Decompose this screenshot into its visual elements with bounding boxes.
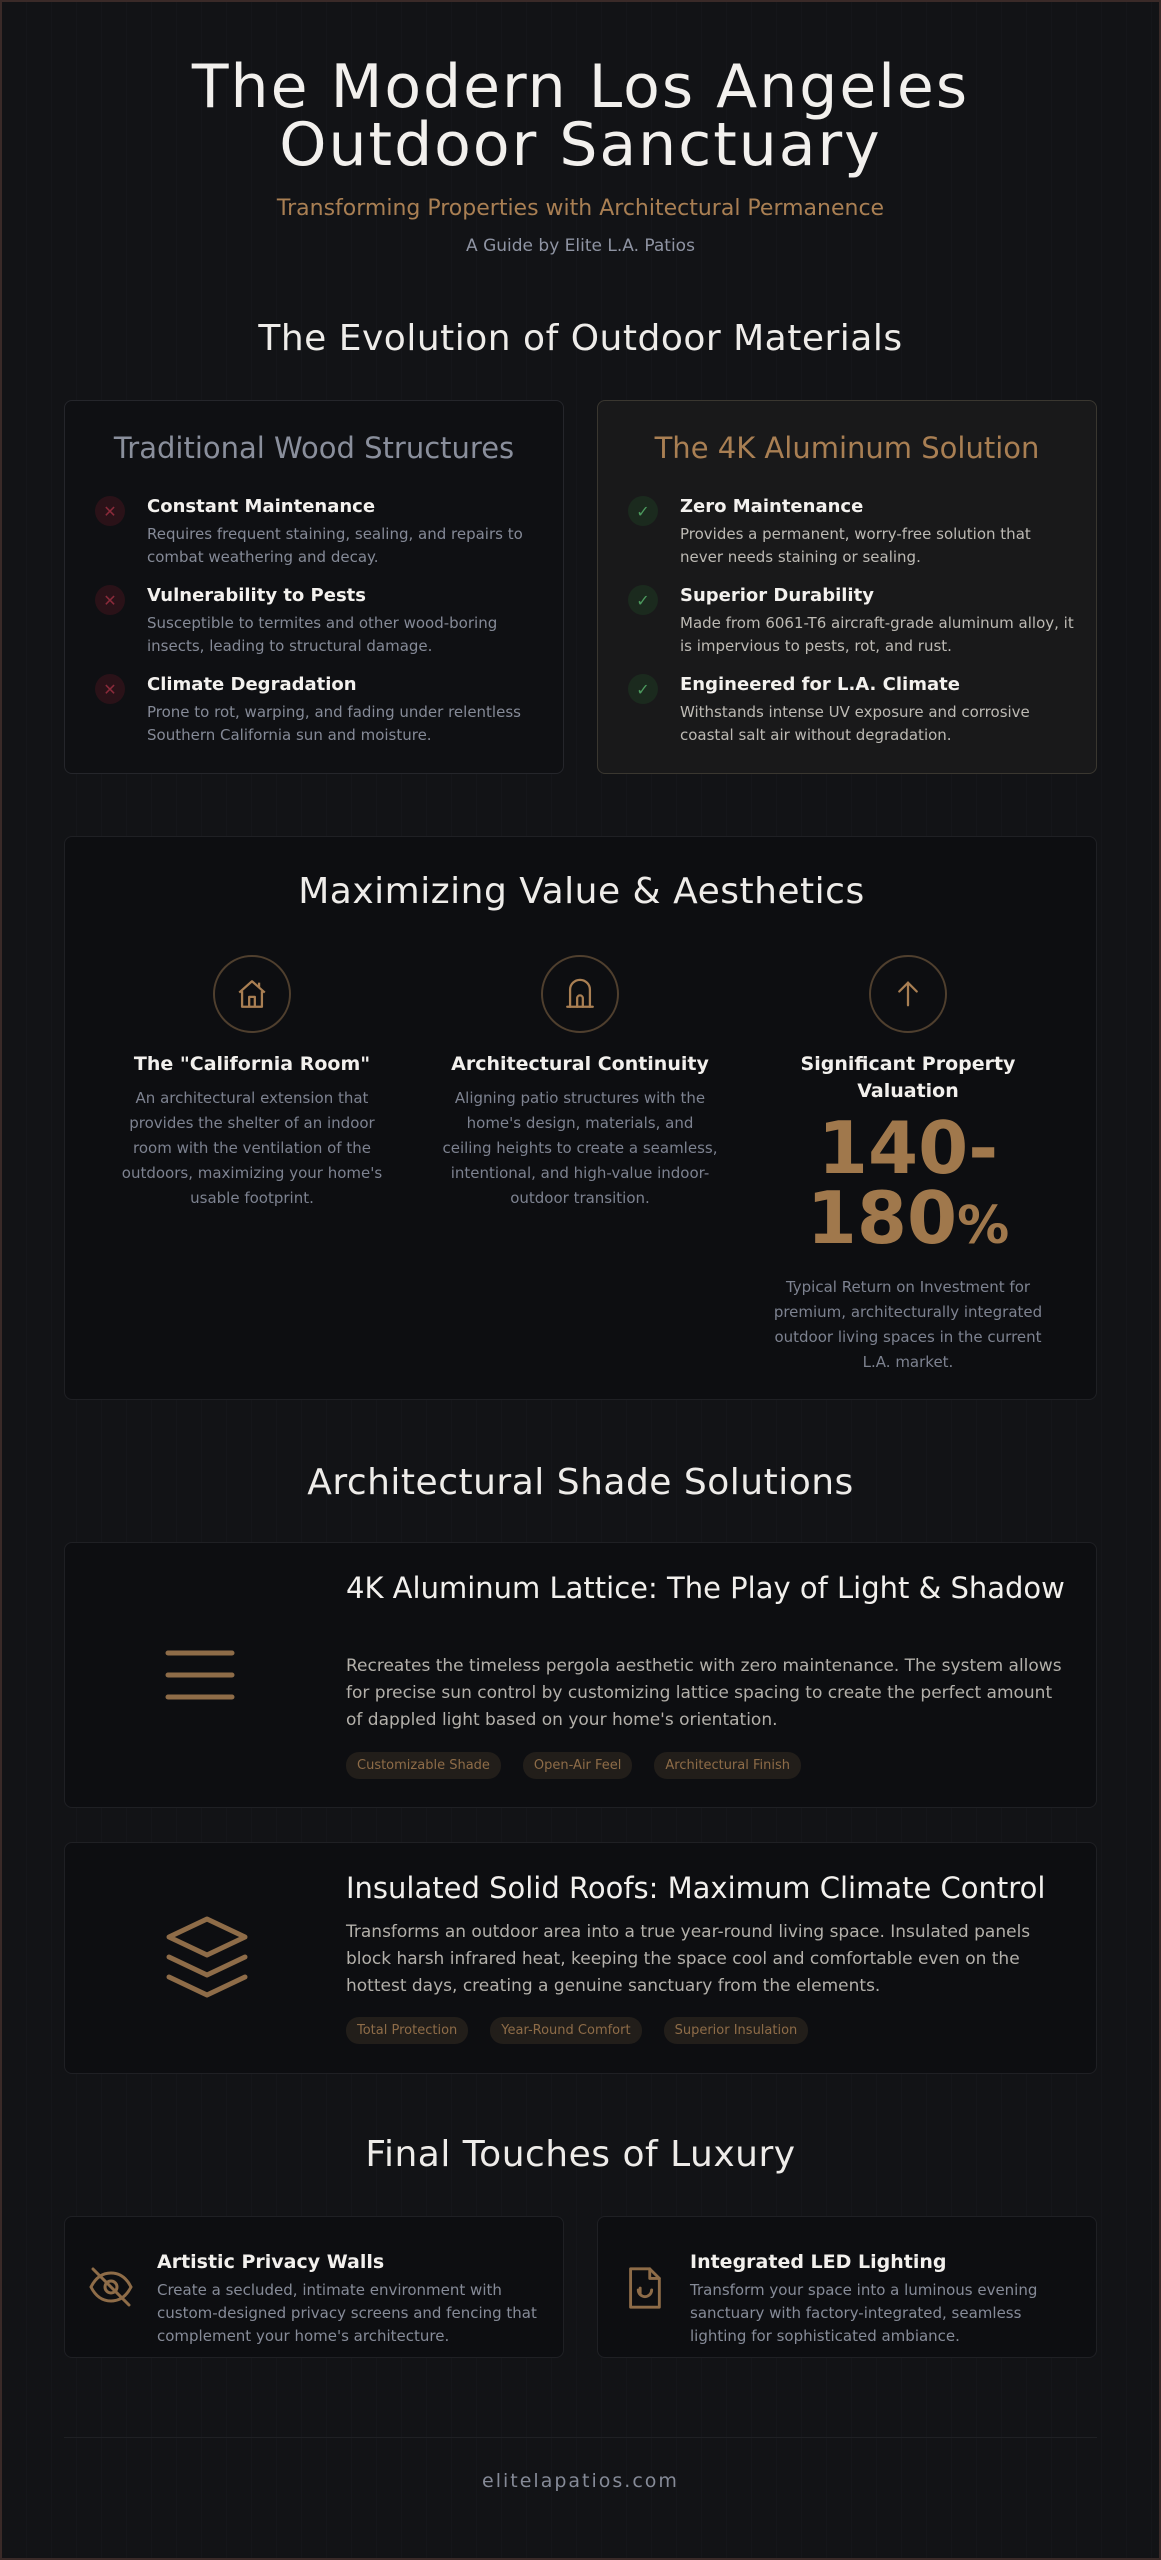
wood-item-desc: Susceptible to termites and other wood-boring insects, leading to structural damage. bbox=[147, 614, 498, 655]
value-col-head: Architectural Continuity bbox=[451, 1053, 709, 1075]
title-line-1: The Modern Los Angeles bbox=[191, 52, 970, 122]
solid-roof-card-desc: Transforms an outdoor area into a true year-round living space. Insulated panels block harsh infrared heat, keeping the space cool and comfortable even on the hottest days, creating a genuine sanctuary from the elements. bbox=[346, 1922, 1031, 1996]
aluminum-item-desc: Provides a permanent, worry-free solution that never needs staining or sealing. bbox=[680, 525, 1031, 566]
privacy-walls-head: Artistic Privacy Walls bbox=[157, 2251, 385, 2273]
aluminum-card-title: The 4K Aluminum Solution bbox=[654, 431, 1040, 465]
page-title bbox=[0, 52, 1161, 180]
aluminum-item-head: Superior Durability bbox=[680, 585, 874, 606]
value-aesthetics-panel bbox=[64, 836, 1097, 1400]
value-col-desc: Aligning patio structures with the home's design, materials, and ceiling heights to create a seamless, intentional, and high-value indoor-outdoor transition. bbox=[442, 1089, 718, 1207]
led-file-icon bbox=[624, 2265, 664, 2315]
title-line-2: Outdoor Sanctuary bbox=[279, 110, 882, 180]
x-mark-icon: ✕ bbox=[95, 585, 125, 615]
aluminum-item-head: Zero Maintenance bbox=[680, 496, 864, 517]
lattice-card bbox=[64, 1542, 1097, 1808]
x-mark-icon: ✕ bbox=[95, 674, 125, 704]
aluminum-item-desc: Withstands intense UV exposure and corrosive coastal salt air without degradation. bbox=[680, 703, 1030, 744]
aluminum-solution-card bbox=[597, 400, 1097, 774]
solid-roof-tags bbox=[346, 2017, 808, 2044]
roi-stat-percent: % bbox=[957, 1196, 1010, 1256]
privacy-walls-desc: Create a secluded, intimate environment with custom-designed privacy screens and fencing that complement your home's architecture. bbox=[157, 2281, 537, 2345]
value-col-head: Significant Property Valuation bbox=[800, 1053, 1016, 1102]
arrow-up-icon bbox=[869, 955, 947, 1033]
wood-item-desc: Requires frequent staining, sealing, and repairs to combat weathering and decay. bbox=[147, 525, 523, 566]
layers-icon bbox=[165, 1915, 249, 2005]
roi-stat bbox=[768, 1106, 1048, 1261]
roi-stat-line2: 180 bbox=[806, 1176, 958, 1260]
lattice-card-desc: Recreates the timeless pergola aesthetic with zero maintenance. The system allows for precise sun control by customizing lattice spacing to create the perfect amount of dappled light based on your home's orientation. bbox=[346, 1656, 1062, 1730]
value-column-valuation bbox=[768, 955, 1048, 1375]
wood-item-head: Climate Degradation bbox=[147, 674, 357, 695]
luxury-section-title: Final Touches of Luxury bbox=[365, 2134, 796, 2175]
lattice-lines-icon bbox=[165, 1645, 235, 1709]
footer-site-link[interactable]: elitelapatios.com bbox=[482, 2470, 679, 2492]
evolution-section-title: The Evolution of Outdoor Materials bbox=[258, 318, 903, 359]
page-byline: A Guide by Elite L.A. Patios bbox=[466, 236, 695, 256]
feature-tag: Superior Insulation bbox=[664, 2017, 809, 2044]
feature-tag: Architectural Finish bbox=[654, 1752, 801, 1779]
feature-tag: Open-Air Feel bbox=[523, 1752, 632, 1779]
wood-item-desc: Prone to rot, warping, and fading under relentless Southern California sun and moisture. bbox=[147, 703, 521, 744]
privacy-walls-card bbox=[64, 2216, 564, 2358]
wood-structures-card bbox=[64, 400, 564, 774]
wood-card-title: Traditional Wood Structures bbox=[113, 431, 515, 465]
led-lighting-head: Integrated LED Lighting bbox=[690, 2251, 947, 2273]
aluminum-item-desc: Made from 6061-T6 aircraft-grade aluminum alloy, it is impervious to pests, rot, and rust. bbox=[680, 614, 1074, 655]
solid-roof-card bbox=[64, 1842, 1097, 2074]
feature-tag: Year-Round Comfort bbox=[490, 2017, 641, 2044]
value-col-desc: Typical Return on Investment for premium, architecturally integrated outdoor living spaces in the current L.A. market. bbox=[773, 1278, 1043, 1371]
eye-off-icon bbox=[87, 2265, 135, 2313]
led-lighting-card bbox=[597, 2216, 1097, 2358]
footer-divider bbox=[64, 2437, 1097, 2438]
wood-item-head: Vulnerability to Pests bbox=[147, 585, 366, 606]
value-col-desc: An architectural extension that provides the shelter of an indoor room with the ventilation of the outdoors, maximizing your home's usable footprint. bbox=[121, 1089, 383, 1207]
check-icon: ✓ bbox=[628, 674, 658, 704]
x-mark-icon: ✕ bbox=[95, 496, 125, 526]
check-icon: ✓ bbox=[628, 496, 658, 526]
value-section-title: Maximizing Value & Aesthetics bbox=[298, 871, 865, 912]
wood-item-head: Constant Maintenance bbox=[147, 496, 376, 517]
check-icon: ✓ bbox=[628, 585, 658, 615]
value-col-head: The "California Room" bbox=[133, 1053, 371, 1075]
aluminum-item-head: Engineered for L.A. Climate bbox=[680, 674, 960, 695]
value-column-california-room bbox=[112, 955, 392, 1211]
lattice-tags bbox=[346, 1752, 801, 1779]
shade-section-title: Architectural Shade Solutions bbox=[307, 1462, 854, 1503]
value-column-continuity bbox=[440, 955, 720, 1211]
house-icon bbox=[213, 955, 291, 1033]
feature-tag: Total Protection bbox=[346, 2017, 468, 2044]
page-subtitle: Transforming Properties with Architectural Permanence bbox=[276, 196, 885, 221]
feature-tag: Customizable Shade bbox=[346, 1752, 501, 1779]
led-lighting-desc: Transform your space into a luminous evening sanctuary with factory-integrated, seamless lighting for sophisticated ambiance. bbox=[690, 2281, 1038, 2345]
roi-stat-line1: 140- bbox=[817, 1106, 999, 1190]
solid-roof-card-title: Insulated Solid Roofs: Maximum Climate Control bbox=[346, 1871, 1046, 1905]
arch-door-icon bbox=[541, 955, 619, 1033]
lattice-card-title: 4K Aluminum Lattice: The Play of Light & Shadow bbox=[346, 1571, 1065, 1605]
